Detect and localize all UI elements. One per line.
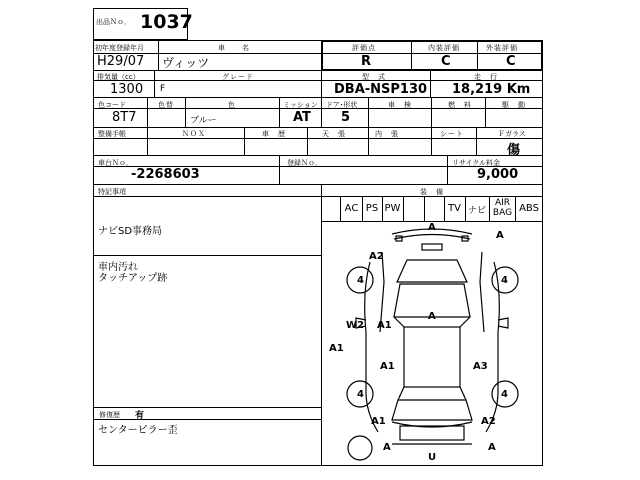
exterior-grade: C bbox=[506, 54, 516, 69]
nox-label: ＮＯＸ bbox=[182, 130, 206, 138]
rule bbox=[93, 196, 543, 197]
rule bbox=[93, 255, 321, 256]
rule bbox=[279, 97, 280, 128]
color-label: 色 bbox=[228, 101, 236, 109]
chassis-label: 車台Ｎｏ． bbox=[98, 159, 133, 167]
lot-number-label: 出品Ｎｏ． bbox=[96, 18, 131, 26]
damage-mark: A bbox=[383, 442, 391, 453]
equipment-label: 装 備 bbox=[420, 188, 444, 196]
rule bbox=[154, 70, 155, 98]
model-code: DBA-NSP130 bbox=[334, 82, 428, 97]
damage-mark: A1 bbox=[380, 361, 395, 372]
damage-mark: W2 bbox=[346, 320, 364, 331]
rule bbox=[431, 97, 432, 128]
color-code-label: 色コード bbox=[98, 101, 126, 109]
displacement-label: 排気量（cc） bbox=[97, 73, 140, 81]
rule bbox=[476, 127, 477, 156]
damage-mark: 4 bbox=[501, 275, 508, 286]
grade-label: グレード bbox=[222, 73, 254, 81]
reg-date: H29/07 bbox=[97, 54, 145, 69]
rule bbox=[368, 97, 369, 128]
color-code: 8T7 bbox=[112, 110, 137, 125]
displacement: 1300 bbox=[110, 82, 144, 97]
reg-date-label: 初年度登録年月 bbox=[95, 44, 144, 52]
rule bbox=[158, 40, 159, 71]
color-change-label: 色替 bbox=[158, 101, 174, 109]
recycle-fee: 9,000 bbox=[477, 167, 519, 182]
rule bbox=[279, 155, 280, 185]
windshield-condition: 傷 bbox=[507, 143, 521, 158]
headliner-label: 天 張 bbox=[322, 130, 346, 138]
rule bbox=[93, 184, 543, 185]
inspection-label: 車 検 bbox=[388, 101, 412, 109]
repair-detail: センターピラー歪 bbox=[98, 425, 178, 436]
rule bbox=[185, 97, 186, 128]
rule bbox=[147, 127, 148, 156]
history-label: 車 歴 bbox=[262, 130, 286, 138]
damage-mark: U bbox=[428, 452, 437, 463]
damage-mark: A1 bbox=[329, 343, 344, 354]
equipment-abs: ABS bbox=[519, 203, 539, 214]
damage-mark: A3 bbox=[473, 361, 488, 372]
interior-grade: C bbox=[441, 54, 451, 69]
damage-mark: 4 bbox=[501, 389, 508, 400]
rule bbox=[477, 40, 478, 71]
equipment-ps: PS bbox=[365, 203, 379, 214]
damage-mark: 4 bbox=[357, 389, 364, 400]
equipment-tv: TV bbox=[448, 203, 461, 214]
damage-mark: A1 bbox=[377, 320, 392, 331]
damage-mark: A bbox=[428, 222, 436, 233]
score-value: R bbox=[361, 54, 372, 69]
rule bbox=[321, 70, 322, 98]
service-book-label: 整備手帳 bbox=[98, 130, 126, 138]
damage-mark: A2 bbox=[369, 251, 384, 262]
reg-no-label: 登録Ｎｏ． bbox=[287, 159, 322, 167]
rule bbox=[93, 97, 543, 98]
mileage: 18,219 Km bbox=[452, 82, 531, 97]
chassis-number: -2268603 bbox=[131, 167, 200, 182]
doors-label: ドア･形状 bbox=[326, 101, 358, 109]
doors: 5 bbox=[341, 110, 351, 125]
drive-label: 駆 動 bbox=[502, 101, 526, 109]
repair-history-value: 有 bbox=[135, 411, 145, 421]
equipment-pw: PW bbox=[384, 203, 401, 214]
rule bbox=[368, 127, 369, 156]
car-name: ヴィッツ bbox=[162, 56, 210, 70]
car-damage-diagram bbox=[322, 222, 543, 466]
damage-mark: A bbox=[428, 311, 436, 322]
equipment-ac: AC bbox=[344, 203, 359, 214]
note-line-2: 車内汚れ bbox=[98, 262, 138, 273]
interior-trim-label: 内 張 bbox=[375, 130, 399, 138]
rule bbox=[307, 127, 308, 156]
lot-number: 1037 bbox=[140, 11, 193, 33]
recycle-fee-label: リサイクル料金 bbox=[452, 159, 501, 167]
exterior-grade-label: 外装評価 bbox=[486, 44, 518, 52]
rule bbox=[93, 419, 321, 420]
rule bbox=[321, 97, 322, 128]
score-label: 評価点 bbox=[352, 44, 376, 52]
windshield-label: Ｆガラス bbox=[498, 130, 526, 138]
damage-mark: 4 bbox=[357, 275, 364, 286]
damage-mark: A2 bbox=[481, 416, 496, 427]
rule bbox=[485, 97, 486, 128]
rule bbox=[424, 196, 425, 222]
seat-label: シート bbox=[440, 130, 464, 138]
transmission-label: ミッション bbox=[283, 101, 318, 109]
rule bbox=[431, 127, 432, 156]
rule bbox=[403, 196, 404, 222]
damage-mark: A bbox=[496, 230, 504, 241]
notes-label: 特記事項 bbox=[98, 188, 126, 196]
model-label: 型 式 bbox=[362, 73, 386, 81]
car-name-label: 車 名 bbox=[218, 44, 250, 52]
rule bbox=[93, 407, 321, 408]
damage-mark: A bbox=[488, 442, 496, 453]
mileage-label: 走 行 bbox=[474, 73, 498, 81]
rule bbox=[147, 97, 148, 128]
equipment-airbag: AIR BAG bbox=[492, 198, 513, 218]
rule bbox=[411, 40, 412, 71]
equipment-navi: ナビ bbox=[467, 206, 486, 216]
note-line-1: ナビSD事務局 bbox=[98, 226, 163, 237]
damage-mark: A1 bbox=[371, 416, 386, 427]
grade: F bbox=[160, 84, 166, 94]
rule bbox=[430, 70, 431, 98]
rule bbox=[244, 127, 245, 156]
note-line-3: タッチアップ跡 bbox=[98, 273, 168, 284]
fuel-label: 燃 料 bbox=[448, 101, 472, 109]
interior-grade-label: 内装評価 bbox=[428, 44, 460, 52]
repair-history-label: 修復歴 bbox=[99, 411, 120, 419]
color: ブルー bbox=[190, 116, 217, 126]
rule bbox=[447, 155, 448, 185]
transmission: AT bbox=[293, 110, 311, 125]
